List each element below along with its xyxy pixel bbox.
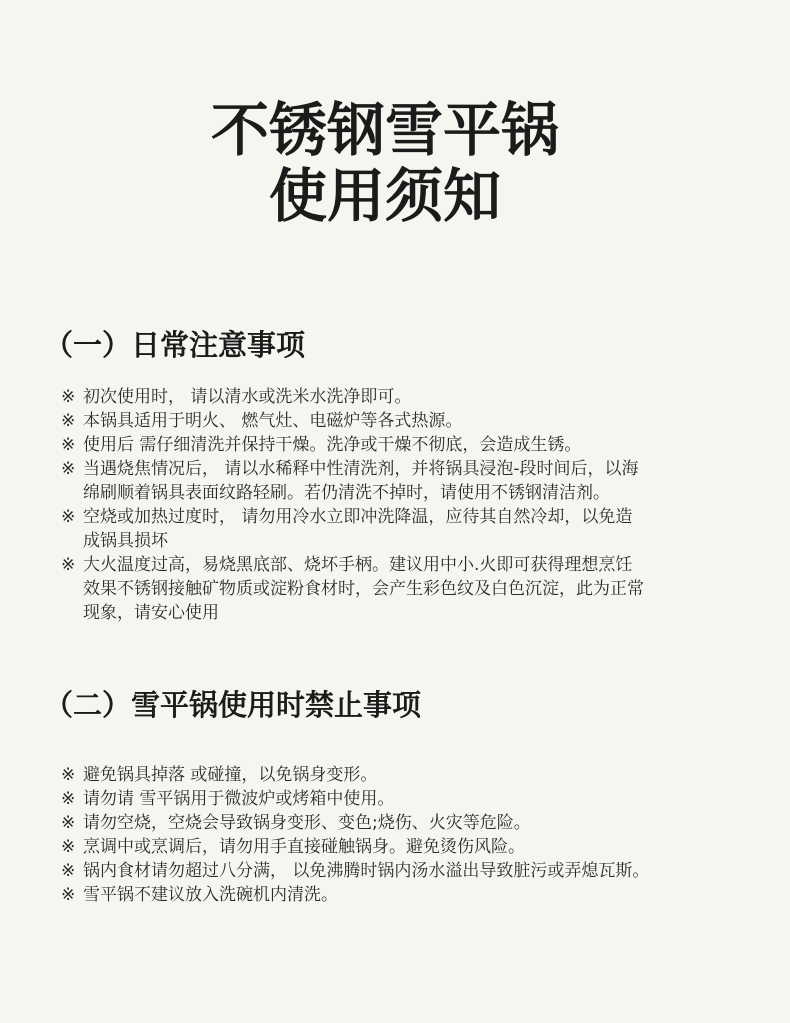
item-text-line: 请勿请 雪平锅用于微波炉或烤箱中使用。 <box>83 789 395 809</box>
item-text <box>83 433 581 457</box>
item-text-line: 雪平锅不建议放入洗碗机内清洗。 <box>83 885 338 905</box>
section-heading-prohibited: （二）雪平锅使用时禁止事项 <box>44 688 422 722</box>
list-item <box>61 457 644 505</box>
item-text <box>83 811 531 835</box>
item-text-line: 空烧或加热过度时， 请勿用冷水立即冲洗降温，应待其自然冷却，以免造 <box>83 507 633 527</box>
list-item <box>61 787 649 811</box>
list-item <box>61 553 644 625</box>
bullet-marker: ※ <box>61 387 76 407</box>
item-text <box>83 505 632 553</box>
daily-care-list <box>61 385 644 625</box>
list-item <box>61 763 649 787</box>
item-text-line: 锅内食材请勿超过八分满， 以免沸腾时锅内汤水溢出导致脏污或弄熄瓦斯。 <box>83 861 650 881</box>
item-text <box>83 409 462 433</box>
bullet-marker: ※ <box>61 837 76 857</box>
item-text <box>83 835 525 859</box>
bullet-marker: ※ <box>61 861 76 881</box>
bullet-marker: ※ <box>61 789 76 809</box>
prohibited-list <box>61 763 649 907</box>
item-text <box>83 883 338 907</box>
item-text-line: 成锅具损坏 <box>83 531 168 551</box>
item-text-line: 请勿空烧，空烧会导致锅身变形、变色;烧伤、火灾等危险。 <box>83 813 531 833</box>
bullet-marker: ※ <box>61 435 76 455</box>
bullet-marker: ※ <box>61 459 76 479</box>
title-line-product: 不锈钢雪平锅 <box>210 96 559 164</box>
bullet-marker: ※ <box>61 555 76 575</box>
title-line-notice: 使用须知 <box>268 162 501 230</box>
bullet-marker: ※ <box>61 813 76 833</box>
list-item <box>61 433 644 457</box>
list-item <box>61 409 644 433</box>
item-text <box>83 763 377 787</box>
bullet-marker: ※ <box>61 885 76 905</box>
section-heading-daily-care: （一）日常注意事项 <box>44 328 306 362</box>
list-item <box>61 385 644 409</box>
item-text-line: 避免锅具掉落 或碰撞，以免锅身变形。 <box>83 765 378 785</box>
item-text <box>83 553 644 625</box>
bullet-marker: ※ <box>61 765 76 785</box>
item-text <box>83 457 639 505</box>
item-text-line: 现象，请安心使用 <box>83 603 219 623</box>
item-text-line: 初次使用时， 请以清水或洗米水洗净即可。 <box>83 387 412 407</box>
bullet-marker: ※ <box>61 507 76 527</box>
item-text <box>83 787 394 811</box>
item-text-line: 绵刷顺着锅具表面纹路轻刷。若仍清洗不掉时，请使用不锈钢清洁剂。 <box>83 483 610 503</box>
item-text-line: 烹调中或烹调后，请勿用手直接碰触锅身。避免烫伤风险。 <box>83 837 525 857</box>
item-text <box>83 859 649 883</box>
item-text-line: 效果不锈钢接触矿物质或淀粉食材时，会产生彩色纹及白色沉淀，此为正常 <box>83 579 644 599</box>
page-title <box>0 97 770 229</box>
bullet-marker: ※ <box>61 411 76 431</box>
item-text-line: 大火温度过高，易烧黑底部、烧坏手柄。建议用中小.火即可获得理想烹饪 <box>83 555 633 575</box>
list-item <box>61 883 649 907</box>
list-item <box>61 859 649 883</box>
list-item <box>61 505 644 553</box>
list-item <box>61 835 649 859</box>
item-text-line: 使用后 需仔细清洗并保持干燥。洗净或干燥不彻底，会造成生锈。 <box>83 435 582 455</box>
item-text <box>83 385 411 409</box>
item-text-line: 当遇烧焦情况后， 请以水稀释中性清洗剂，并将锅具浸泡-段时间后，以海 <box>83 459 639 479</box>
item-text-line: 本锅具适用于明火、 燃气灶、电磁炉等各式热源。 <box>83 411 463 431</box>
list-item <box>61 811 649 835</box>
